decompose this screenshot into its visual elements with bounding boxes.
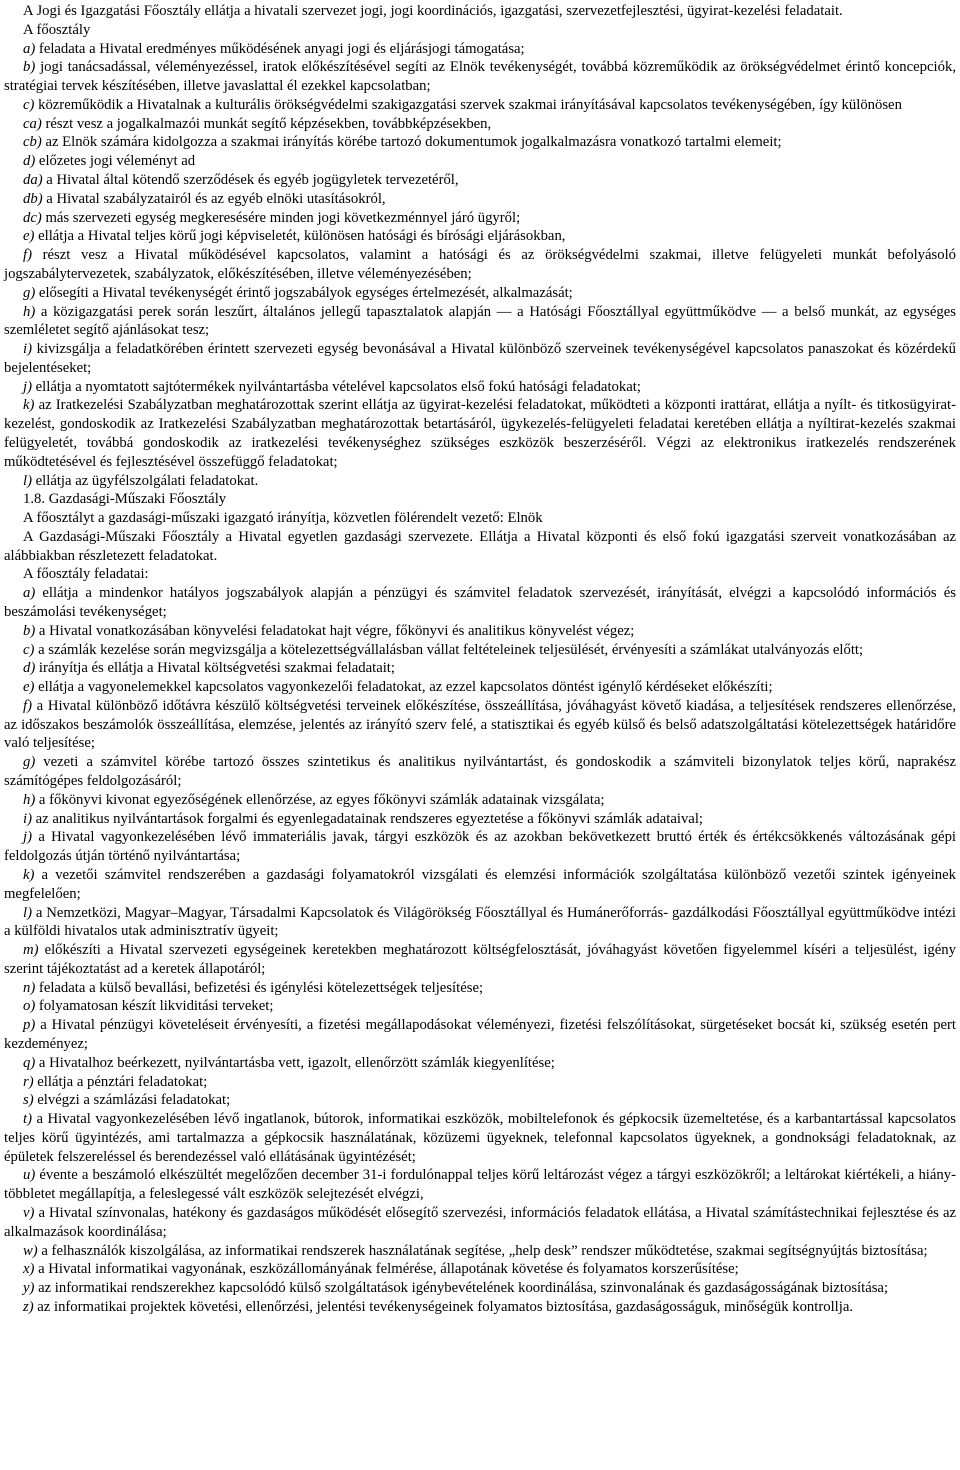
paragraph [4,641,956,660]
paragraph [4,284,956,303]
paragraph-text: a Hivatal szabályzatairól és az egyéb elnöki utasításokról, [42,190,386,207]
item-label: r) [23,1073,34,1090]
paragraph-text: részt vesz a Hivatal működésével kapcsolatos, valamint a hatósági és az örökségvédelmi szakmai, illetve felügyeleti munkát befolyásoló jogszabálytervezetek, szabályzatok, előkészítésében, illetve véleményezésében; [4,247,956,282]
paragraph-text: elvégzi a számlázási feladatokat; [33,1092,231,1109]
item-label: h) [23,791,36,808]
paragraph [4,152,956,171]
item-label: d) [23,153,36,170]
paragraph-text: a Hivatalhoz beérkezett, nyilvántartásba vett, igazolt, ellenőrzött számlák kiegyenlítése; [35,1054,555,1071]
paragraph-text: A Jogi és Igazgatási Főosztály ellátja a hivatali szervezet jogi, jogi koordinációs, igazgatási, szervezetfejlesztési, ügyirat-kezelési feladatait. [23,3,843,19]
paragraph [4,209,956,228]
paragraph [4,659,956,678]
paragraph [4,1073,956,1092]
item-label: k) [23,866,35,883]
paragraph-text: irányítja és ellátja a Hivatal költségvetési szakmai feladatait; [35,660,395,677]
paragraph [4,697,956,753]
paragraph-text: jogi tanácsadással, véleményezéssel, iratok előkészítésével segíti az Elnök tevékenységét, továbbá közreműködik az örökségvédelmet érintő koncepciók, stratégiai tervek készítésében, illetve javaslattal él ezekkel kapcsolatban; [4,59,956,95]
paragraph-text: ellátja a pénztári feladatokat; [33,1073,208,1090]
paragraph-text: A főosztály [23,21,91,38]
paragraph [4,21,956,40]
item-label: f) [23,697,32,714]
paragraph [4,171,956,190]
paragraph [4,1166,956,1204]
paragraph [4,378,956,397]
item-label: w) [23,1242,38,1259]
paragraph [4,622,956,641]
item-label: h) [23,303,36,320]
paragraph [4,1091,956,1110]
paragraph [4,1242,956,1261]
item-label: db) [23,190,43,207]
paragraph [4,791,956,810]
item-label: n) [23,979,36,996]
paragraph [4,584,956,622]
paragraph [4,1298,956,1317]
paragraph-text: a közigazgatási perek során leszűrt, általános jellegű tapasztalatok alapján — a Hatósági Főosztállyal együttműködve — a belső munkát, az egységes szemléletet segítő ajánlásokat tesz; [4,303,956,339]
item-label: dc) [23,209,42,226]
paragraph-text: a Hivatal által kötendő szerződések és egyéb jogügyletek tervezetéről, [42,172,459,189]
paragraph-text: közreműködik a Hivatalnak a kulturális örökségvédelmi szakigazgatási szervek szakmai irányításával kapcsolatos tevékenységében, így különösen [34,96,902,113]
item-label: d) [23,660,36,677]
item-label: b) [23,59,36,76]
paragraph [4,509,956,528]
item-label: ca) [23,115,42,132]
item-label: v) [23,1205,35,1221]
item-label: x) [23,1261,35,1278]
item-label: p) [23,1017,36,1034]
paragraph-text: az informatikai projektek követési, ellenőrzési, jelentési tevékenységeinek folyamatos biztosítása, gazdaságosságuk, minőségük kontrollja. [33,1298,854,1315]
item-label: b) [23,622,36,639]
paragraph-text: ellátja a mindenkor hatályos jogszabályok alapján a pénzügyi és számvitel feladatok szervezését, irányítását, elvégzi a kapcsolódó információs és beszámolási tevékenységet; [4,585,956,620]
paragraph-text: A főosztály feladatai: [23,566,149,583]
paragraph [4,396,956,471]
item-label: q) [23,1054,36,1071]
document-page [0,2,960,1317]
paragraph-text: feladata a Hivatal eredményes működésének anyagi jogi és eljárásjogi támogatása; [35,40,525,57]
paragraph [4,1279,956,1298]
paragraph-text: részt vesz a jogalkalmazói munkát segítő képzésekben, továbbképzésekben, [41,115,492,132]
paragraph-text: évente a beszámoló elkészültét megelőzően december 31-i fordulónappal teljes körű leltározást végez a tárgyi eszközökről; a leltárokat kiértékeli, a hiány-többletet megállapítja, a feleslegessé vált eszközök selejtezését elvégzi, [4,1167,956,1203]
paragraph-text: a Hivatal vagyonkezelésében lévő immateriális javak, tárgyi eszközök és az azokban bekövetkezett bruttó érték és értékcsökkenés változásának gépi feldolgozás útján történő nyilvántartása; [4,829,956,865]
paragraph-text: folyamatosan készít likviditási terveket; [35,998,274,1015]
paragraph-text: ellátja a Hivatal teljes körű jogi képviseletét, különösen hatósági és bírósági eljárásokban, [34,228,566,245]
paragraph-text: 1.8. Gazdasági-Műszaki Főosztály [23,491,227,508]
paragraph [4,828,956,866]
item-label: f) [23,247,32,264]
paragraph-text: a Hivatal informatikai vagyonának, eszközállományának felmérése, állapotának követése és folyamatos korszerűsítése; [34,1261,739,1278]
item-label: u) [23,1167,36,1184]
paragraph-text: a számlák kezelése során megvizsgálja a kötelezettségvállalásban vállat feltételeinek teljesülését, érvényesíti a számlákat utalványozás előtt; [34,641,864,658]
paragraph-text: a Hivatal vonatkozásában könyvelési feladatokat hajt végre, főkönyvi és analitikus könyvelést végez; [35,622,635,639]
paragraph-text: az Iratkezelési Szabályzatban meghatározottak szerint ellátja az ügyirat-kezelési feladatokat, működteti a központi irattárat, ellátja a nyílt- és titkosügyirat-kezelést, gondoskodik az Iratkezelési Szabályzatban meghatározottak betartásáról, ügykezelés-felügyeleti feladatai keretében ellátja a nyíltirat-kezelés szakmai felügyeletét, továbbá gondoskodik az iratkezelési tevékenységhez szükséges eszközök beszerzéséről. Végzi az elektronikus iratkezelés rendszerének működtetésével és fejlesztésével összefüggő feladatokat; [4,397,956,470]
paragraph-text: A Gazdasági-Műszaki Főosztály a Hivatal egyetlen gazdasági szervezete. Ellátja a Hivatal központi és első fokú igazgatási szerveit vonatkozásában az alábbiakban részletezett feladatokat. [4,528,956,564]
paragraph [4,528,956,566]
paragraph-text: a Hivatal pénzügyi követeléseit érvényesíti, a fizetési megállapodásokat véleményezi, fizetési felszólításokat, sürgetéseket bocsát ki, szükség esetén pert kezdeményez; [4,1017,956,1052]
paragraph [4,133,956,152]
paragraph-text: az analitikus nyilvántartások forgalmi és egyenlegadatainak rendszeres egyeztetése a főkönyvi számlák adataival; [31,810,703,827]
paragraph-text: A főosztályt a gazdasági-műszaki igazgató irányítja, közvetlen fölérendelt vezető: Elnök [23,510,543,527]
paragraph [4,941,956,979]
item-label: c) [23,96,35,113]
item-label: k) [23,397,35,414]
item-label: c) [23,641,35,658]
item-label: a) [23,585,36,602]
paragraph [4,1016,956,1054]
item-label: e) [23,679,35,696]
paragraph [4,40,956,59]
paragraph-text: feladata a külső bevallási, befizetési és igénylési kötelezettségek teljesítése; [35,979,484,996]
item-label: s) [23,1092,34,1109]
paragraph [4,227,956,246]
paragraph [4,810,956,829]
paragraph [4,472,956,491]
paragraph-text: a felhasználók kiszolgálása, az informatikai rendszerek használatának segítése, „help desk” rendszer működtetése, szakmai segítségnyújtás biztosítása; [37,1242,928,1259]
paragraph-text: elősegíti a Hivatal tevékenységét érintő jogszabályok egységes értelmezését, alkalmazását; [35,284,573,301]
paragraph-text: a Hivatal különböző időtávra készülő költségvetési terveinek előkészítése, összeállítása, jóváhagyást követő kiadása, a teljesítések rendszeres ellenőrzése, az időszakos beszámolók összeállítása, elemzése, jelentés az irányító szerv felé, a statisztikai és egyéb külső és belső adatszolgáltatási kötelezettségek határidőre való teljesítése; [4,697,956,752]
paragraph-text: a Nemzetközi, Magyar–Magyar, Társadalmi Kapcsolatok és Világörökség Főosztállyal és Humánerőforrás- gazdálkodási Főosztállyal együttműködve intézi a külföldi hivatalos utak adminisztratív ügyeit; [4,904,956,940]
paragraph [4,678,956,697]
paragraph-text: a Hivatal vagyonkezelésében lévő ingatlanok, bútorok, informatikai eszközök, mobiltelefonok és gépkocsik üzemeltetése, és a karbantartással kapcsolatos teljes körű ügyintézés, ami tartalmazza a gépkocsik használatának, közüzemi ügyeknek, telefonnal kapcsolatos ügyeknek, a gondnoksági feladatoknak, az épületek felszereléssel és berendezéssel való ellátásának ügyintézését; [4,1111,956,1165]
item-label: t) [23,1111,32,1128]
paragraph [4,1110,956,1166]
paragraph [4,997,956,1016]
paragraph [4,96,956,115]
paragraph-text: a vezetői számvitel rendszerében a gazdasági folyamatokról vizsgálati és elemzési információk szolgáltatása különböző vezetői szintek igényeinek megfelelően; [4,866,956,902]
paragraph [4,303,956,341]
item-label: o) [23,998,36,1015]
paragraph [4,1204,956,1242]
item-label: l) [23,904,32,921]
paragraph [4,58,956,96]
paragraph-text: kivizsgálja a feladatkörében érintett szervezeti egység bevonásával a Hivatal különböző szerveinek tevékenységével kapcsolatos panaszokat és közérdekű bejelentéseket; [4,341,956,376]
paragraph [4,866,956,904]
paragraph [4,490,956,509]
item-label: i) [23,341,32,358]
item-label: g) [23,754,36,771]
paragraph-text: a főkönyvi kivonat egyezőségének ellenőrzése, az egyes főkönyvi számlák adatainak vizsgálata; [35,791,605,808]
item-label: cb) [23,134,42,151]
paragraph-text: ellátja az ügyfélszolgálati feladatokat. [31,472,259,489]
paragraph [4,246,956,284]
paragraph [4,979,956,998]
paragraph-text: ellátja a nyomtatott sajtótermékek nyilvántartásba vételével kapcsolatos első fokú hatósági feladatokat; [31,378,641,395]
paragraph-text: a Hivatal színvonalas, hatékony és gazdaságos működését elősegítő szervezési, információs feladatok ellátása, a Hivatal számítástechnikai fejlesztése és az alkalmazások koordinálása; [4,1205,956,1240]
paragraph [4,2,956,21]
item-label: m) [23,942,39,959]
item-label: g) [23,284,36,301]
paragraph [4,1054,956,1073]
item-label: i) [23,810,32,827]
paragraph-text: az informatikai rendszerekhez kapcsolódó külső szolgáltatások igénybevételének koordinálása, szinvonalának és gazdaságosságának biztosítása; [34,1280,889,1297]
item-label: l) [23,472,32,489]
paragraph-text: ellátja a vagyonelemekkel kapcsolatos vagyonkezelői feladatokat, az ezzel kapcsolatos döntést igénylő kérdéseket előkészíti; [34,679,773,696]
paragraph [4,753,956,791]
paragraph [4,1260,956,1279]
item-label: y) [23,1280,35,1297]
item-label: da) [23,172,43,189]
paragraph [4,904,956,942]
paragraph-text: előzetes jogi véleményt ad [35,153,196,170]
paragraph-text: más szervezeti egység megkeresésére minden jogi következménnyel járó ügyről; [41,209,521,226]
paragraph [4,115,956,134]
paragraph-text: előkészíti a Hivatal szervezeti egységeinek keretekben meghatározott költségfelosztását, jóváhagyást követően figyelemmel kíséri a teljesülést, igény szerint tájékoztatást ad a keretek állapotáról; [4,942,956,977]
paragraph-text: vezeti a számvitel körébe tartozó összes szintetikus és analitikus nyilvántartást, és gondoskodik a számviteli bizonylatok teljes körű, naprakész számítógépes feldolgozásáról; [4,754,956,790]
paragraph [4,340,956,378]
paragraph-text: az Elnök számára kidolgozza a szakmai irányítás körébe tartozó dokumentumok jogalkalmazásra vonatkozó tartalmi elemeit; [41,134,782,151]
item-label: e) [23,228,35,245]
item-label: j) [23,378,32,395]
item-label: j) [23,829,32,846]
item-label: a) [23,40,36,57]
paragraph [4,565,956,584]
item-label: z) [23,1298,34,1315]
paragraph [4,190,956,209]
